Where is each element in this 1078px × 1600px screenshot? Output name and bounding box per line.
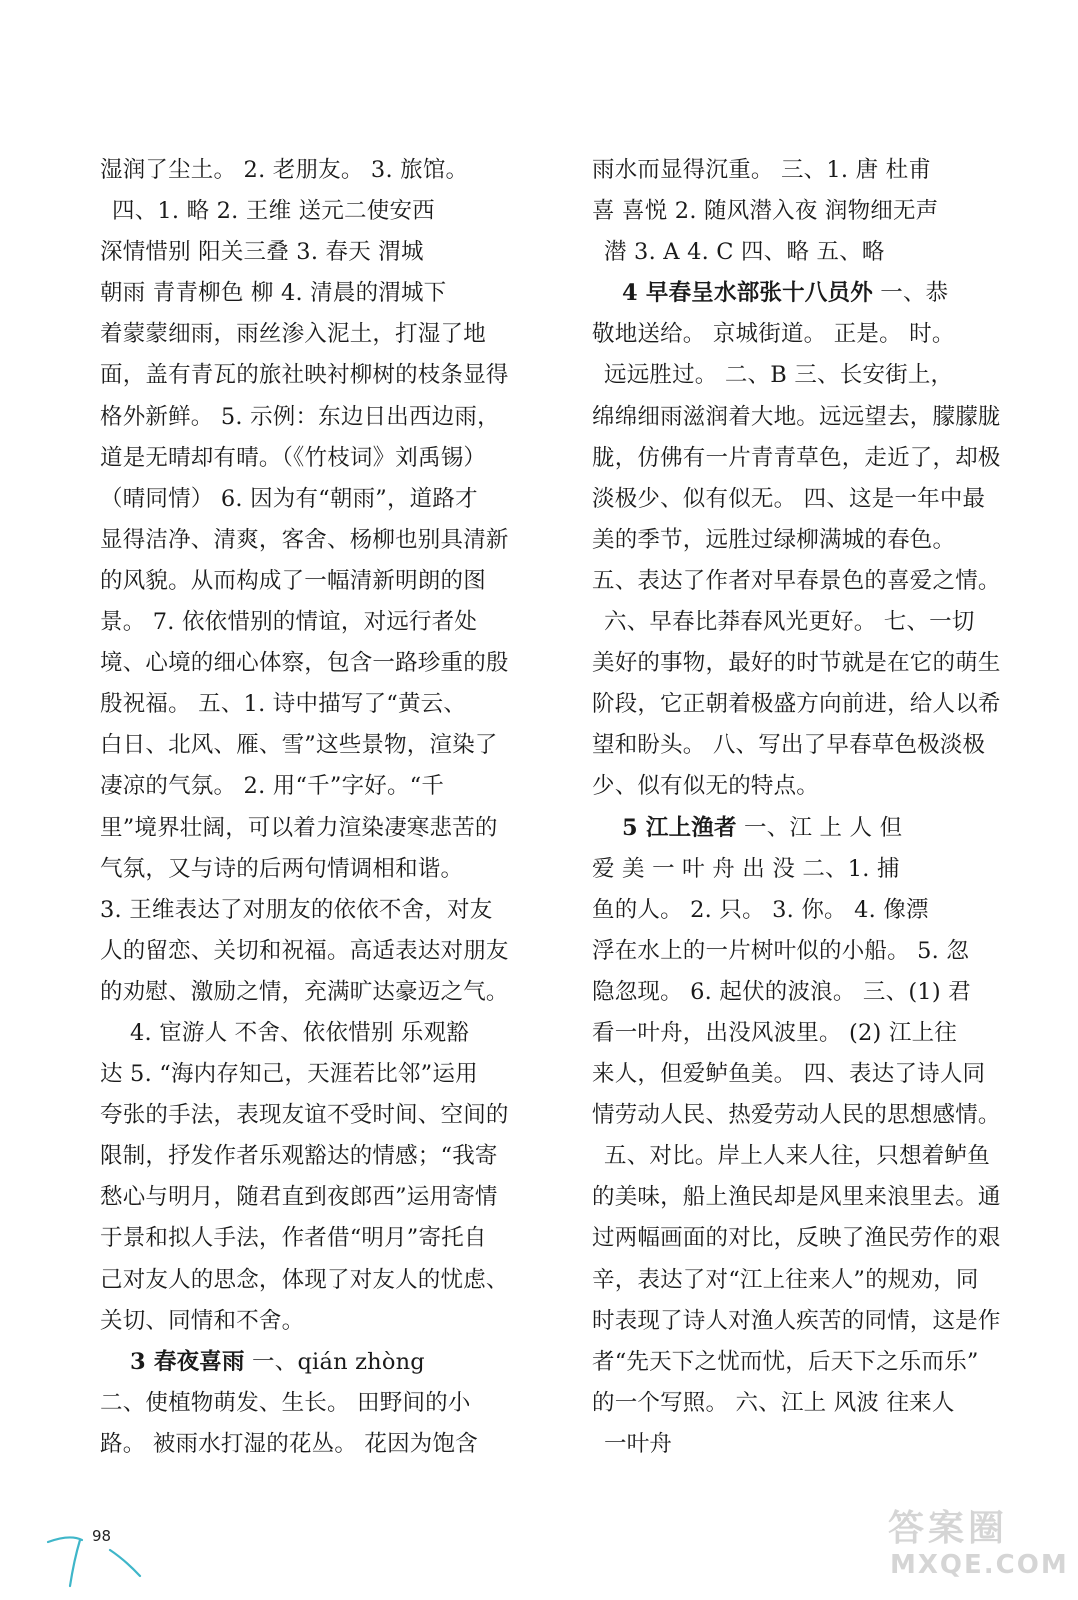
text-line: 朝雨 青青柳色 柳 4. 清晨的渭城下 <box>100 280 447 307</box>
section-title: 4 早春呈水部张十八员外 <box>622 280 873 307</box>
line-text: 一、恭 <box>872 280 949 307</box>
text-line: 限制，抒发作者乐观豁达的情感；“我寄 <box>100 1143 498 1170</box>
text-line: 淡极少、似有似无。 四、这是一年中最 <box>592 485 986 512</box>
text-line: 四、1. 略 2. 王维 送元二使安西 <box>112 198 435 225</box>
text-line: 人的留恋、关切和祝福。高适表达对朋友 <box>100 937 509 964</box>
text-line <box>100 1342 540 1383</box>
text-line: 潜 3. A 4. C 四、略 五、略 <box>604 239 885 266</box>
text-line: 来人，但爱鲈鱼美。 四、表达了诗人同 <box>592 1061 986 1088</box>
text-line: 胧，仿佛有一片青青草色，走近了，却极 <box>592 444 1001 471</box>
line-text: 一、qián zhòng <box>244 1348 425 1375</box>
left-column <box>100 150 540 1465</box>
text-line: 望和盼头。 八、写出了早春草色极淡极 <box>592 732 986 759</box>
text-line: 里”境界壮阔，可以着力渲染凄寒悲苦的 <box>100 814 498 841</box>
line-text: 一、江 上 人 但 <box>736 814 903 841</box>
text-line: 景。 7. 依依惜别的情谊，对远行者处 <box>100 609 478 636</box>
text-line: 美好的事物，最好的时节就是在它的萌生 <box>592 650 1001 677</box>
text-line: 二、使植物萌发、生长。 田野间的小 <box>100 1389 471 1416</box>
text-line: 的一个写照。 六、江上 风波 往来人 <box>592 1389 955 1416</box>
text-line: 远远胜过。 二、B 三、长安街上， <box>604 362 954 389</box>
text-line: 深情惜别 阳关三叠 3. 春天 渭城 <box>100 239 424 266</box>
text-line: 者“先天下之忧而忧，后天下之乐而乐” <box>592 1348 979 1375</box>
text-line: 3. 王维表达了对朋友的依依不舍，对友 <box>100 896 493 923</box>
text-line: 的劝慰、激励之情，充满旷达豪迈之气。 <box>100 978 509 1005</box>
text-line: 时表现了诗人对渔人疾苦的同情，这是作 <box>592 1307 1001 1334</box>
text-line: 爱 美 一 叶 舟 出 没 二、1. 捕 <box>592 855 900 882</box>
text-line: 达 5. “海内存知己，天涯若比邻”运用 <box>100 1061 478 1088</box>
text-line: 道是无晴却有晴。（《竹枝词》刘禹锡） <box>100 444 487 471</box>
text-line: 的美味，船上渔民却是风里来浪里去。通 <box>592 1184 1001 1211</box>
text-line: 看一叶舟，出没风波里。 (2) 江上往 <box>592 1019 957 1046</box>
text-line: 阶段，它正朝着极盛方向前进，给人以希 <box>592 691 1001 718</box>
right-column <box>592 150 1032 1465</box>
text-line: 于景和拟人手法，作者借“明月”寄托自 <box>100 1225 487 1252</box>
text-line: 过两幅画面的对比，反映了渔民劳作的艰 <box>592 1225 1001 1252</box>
text-line: 辛，表达了对“江上往来人”的规劝，同 <box>592 1266 979 1293</box>
text-line: 湿润了尘土。 2. 老朋友。 3. 旅馆。 <box>100 157 469 183</box>
text-line: 凄凉的气氛。 2. 用“千”字好。“千 <box>100 773 445 800</box>
text-line: 愁心与明月，随君直到夜郎西”运用寄情 <box>100 1184 498 1211</box>
text-line: 境、心境的细心体察，包含一路珍重的殷 <box>100 650 509 677</box>
text-line: 少、似有似无的特点。 <box>592 773 820 800</box>
text-line: 着蒙蒙细雨，雨丝渗入泥土，打湿了地 <box>100 321 486 348</box>
text-line: 喜 喜悦 2. 随风潜入夜 润物细无声 <box>592 198 939 225</box>
text-line: （晴同情） 6. 因为有“朝雨”，道路才 <box>100 485 478 512</box>
text-line: 格外新鲜。 5. 示例：东边日出西边雨， <box>100 403 500 430</box>
text-line: 一叶舟 <box>604 1430 673 1457</box>
text-line: 己对友人的思念，体现了对友人的忧虑、 <box>100 1266 509 1293</box>
text-line: 五、表达了作者对早春景色的喜爱之情。 <box>592 567 1001 594</box>
text-line: 夸张的手法，表现友谊不受时间、空间的 <box>100 1102 509 1129</box>
section-title: 5 江上渔者 <box>622 814 737 841</box>
text-line: 绵绵细雨滋润着大地。远远望去，朦朦胧 <box>592 403 1001 430</box>
text-line <box>592 273 1032 314</box>
text-line: 的风貌。从而构成了一幅清新明朗的图 <box>100 567 486 594</box>
page-number: 98 <box>92 1527 112 1545</box>
text-line: 雨水而显得沉重。 三、1. 唐 杜甫 <box>592 157 932 183</box>
text-line: 隐忽现。 6. 起伏的波浪。 三、(1) 君 <box>592 978 971 1005</box>
watermark-logo <box>880 1500 1069 1590</box>
text-line: 关切、同情和不舍。 <box>100 1307 305 1334</box>
text-line: 六、早春比莽春风光更好。 七、一切 <box>604 609 975 636</box>
text-line <box>592 808 1032 849</box>
text-line: 4. 宦游人 不舍、依依惜别 乐观豁 <box>130 1019 470 1046</box>
text-line: 面，盖有青瓦的旅社映衬柳树的枝条显得 <box>100 362 509 389</box>
text-line: 殷祝福。 五、1. 诗中描写了“黄云、 <box>100 691 467 718</box>
text-line: 敬地送给。 京城街道。 正是。 时。 <box>592 321 955 348</box>
watermark-bottom: MXQE.COM <box>890 1550 1069 1580</box>
text-line: 五、对比。岸上人来人往，只想着鲈鱼 <box>604 1143 990 1170</box>
text-line: 美的季节，远胜过绿柳满城的春色。 <box>592 526 956 553</box>
watermark-top: 答案圈 <box>888 1508 1009 1549</box>
text-line: 情劳动人民、热爱劳动人民的思想感情。 <box>592 1102 1001 1129</box>
text-line: 浮在水上的一片树叶似的小船。 5. 忽 <box>592 937 970 964</box>
text-line: 显得洁净、清爽，客舍、杨柳也别具清新 <box>100 526 509 553</box>
text-line: 鱼的人。 2. 只。 3. 你。 4. 像漂 <box>592 896 929 923</box>
section-title: 3 春夜喜雨 <box>130 1348 245 1375</box>
text-line: 气氛，又与诗的后两句情调相和谐。 <box>100 855 464 882</box>
text-line: 路。 被雨水打湿的花丛。 花因为饱含 <box>100 1430 478 1457</box>
text-line: 白日、北风、雁、雪”这些景物，渲染了 <box>100 732 498 759</box>
